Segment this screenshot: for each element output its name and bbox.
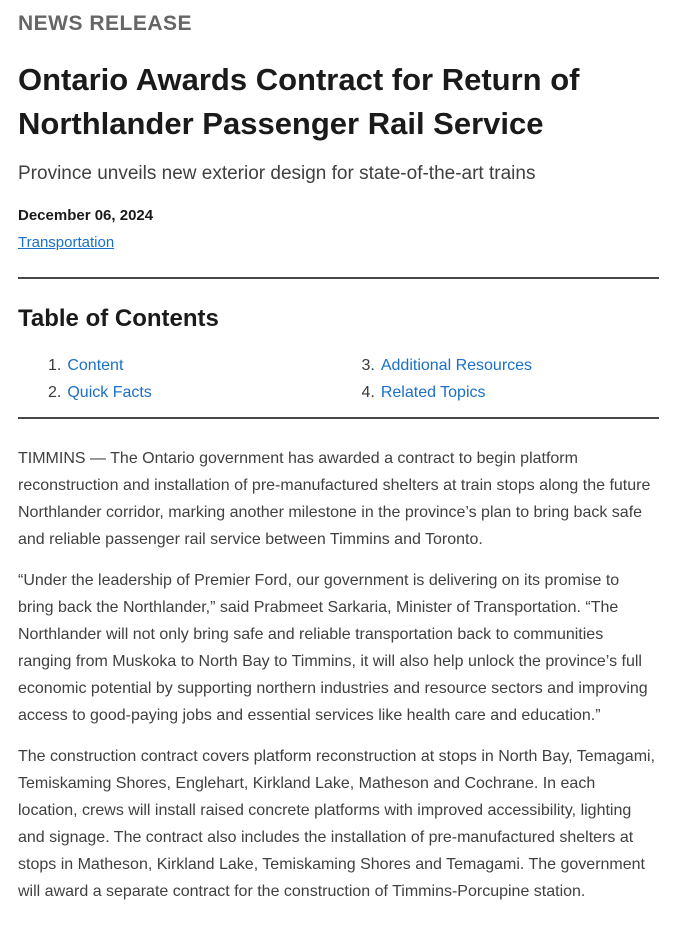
toc-item-additional-resources (362, 357, 660, 374)
news-release-kicker: NEWS RELEASE (18, 12, 193, 35)
topic-link-transportation[interactable]: Transportation (18, 234, 115, 251)
divider-top (18, 277, 659, 279)
toc-link-content[interactable]: Content (67, 357, 124, 374)
paragraph-lead: TIMMINS — The Ontario government has awarded a contract to begin platform reconstruction and installation of pre-manufactured shelters at train stops along the future Northlander corridor, marking another milestone in the province’s plan to bring back safe and reliable passenger rail service between Timmins and Toronto. (18, 450, 651, 548)
topic-row (18, 234, 659, 252)
toc-heading: Table of Contents (18, 305, 219, 332)
divider-toc-bottom (18, 417, 659, 419)
toc-item-number: 2. (48, 384, 62, 401)
release-date: December 06, 2024 (18, 207, 154, 224)
toc-link-related-topics[interactable]: Related Topics (380, 384, 486, 401)
toc-link-additional-resources[interactable]: Additional Resources (380, 357, 533, 374)
toc-item-number: 4. (361, 384, 375, 401)
toc-link-quick-facts[interactable]: Quick Facts (67, 384, 152, 401)
page-subtitle: Province unveils new exterior design for state-of-the-art trains (18, 163, 536, 184)
toc-item-related-topics (362, 384, 660, 401)
paragraph-quote: “Under the leadership of Premier Ford, our government is delivering on its promise to bring back the Northlander,” said Prabmeet Sarkaria, Minister of Transportation. “The Northlander will not only bring safe and reliable transportation back to communities ranging from Muskoka to North Bay to Timmins, it will also help unlock the province’s full economic potential by supporting northern industries and resource sectors and improving access to good-paying jobs and essential services like health care and education.” (18, 572, 648, 724)
toc-item-number: 3. (361, 357, 375, 374)
article-body (18, 445, 659, 905)
toc-item-quick-facts (48, 384, 346, 401)
toc-item-number: 1. (48, 357, 62, 374)
toc-item-content (48, 357, 346, 374)
paragraph-contract-details: The construction contract covers platform reconstruction at stops in North Bay, Temagami, Temiskaming Shores, Englehart, Kirkland Lake, Matheson and Cochrane. In each location, crews will install raised concrete platforms with improved accessibility, lighting and signage. The contract also includes the installation of pre-manufactured shelters at stops in Matheson, Kirkland Lake, Temiskaming Shores and Temagami. The government will award a separate contract for the construction of Timmins-Porcupine station. (18, 748, 656, 900)
toc-list (18, 357, 659, 401)
page-title: Ontario Awards Contract for Return of Northlander Passenger Rail Service (18, 62, 580, 141)
